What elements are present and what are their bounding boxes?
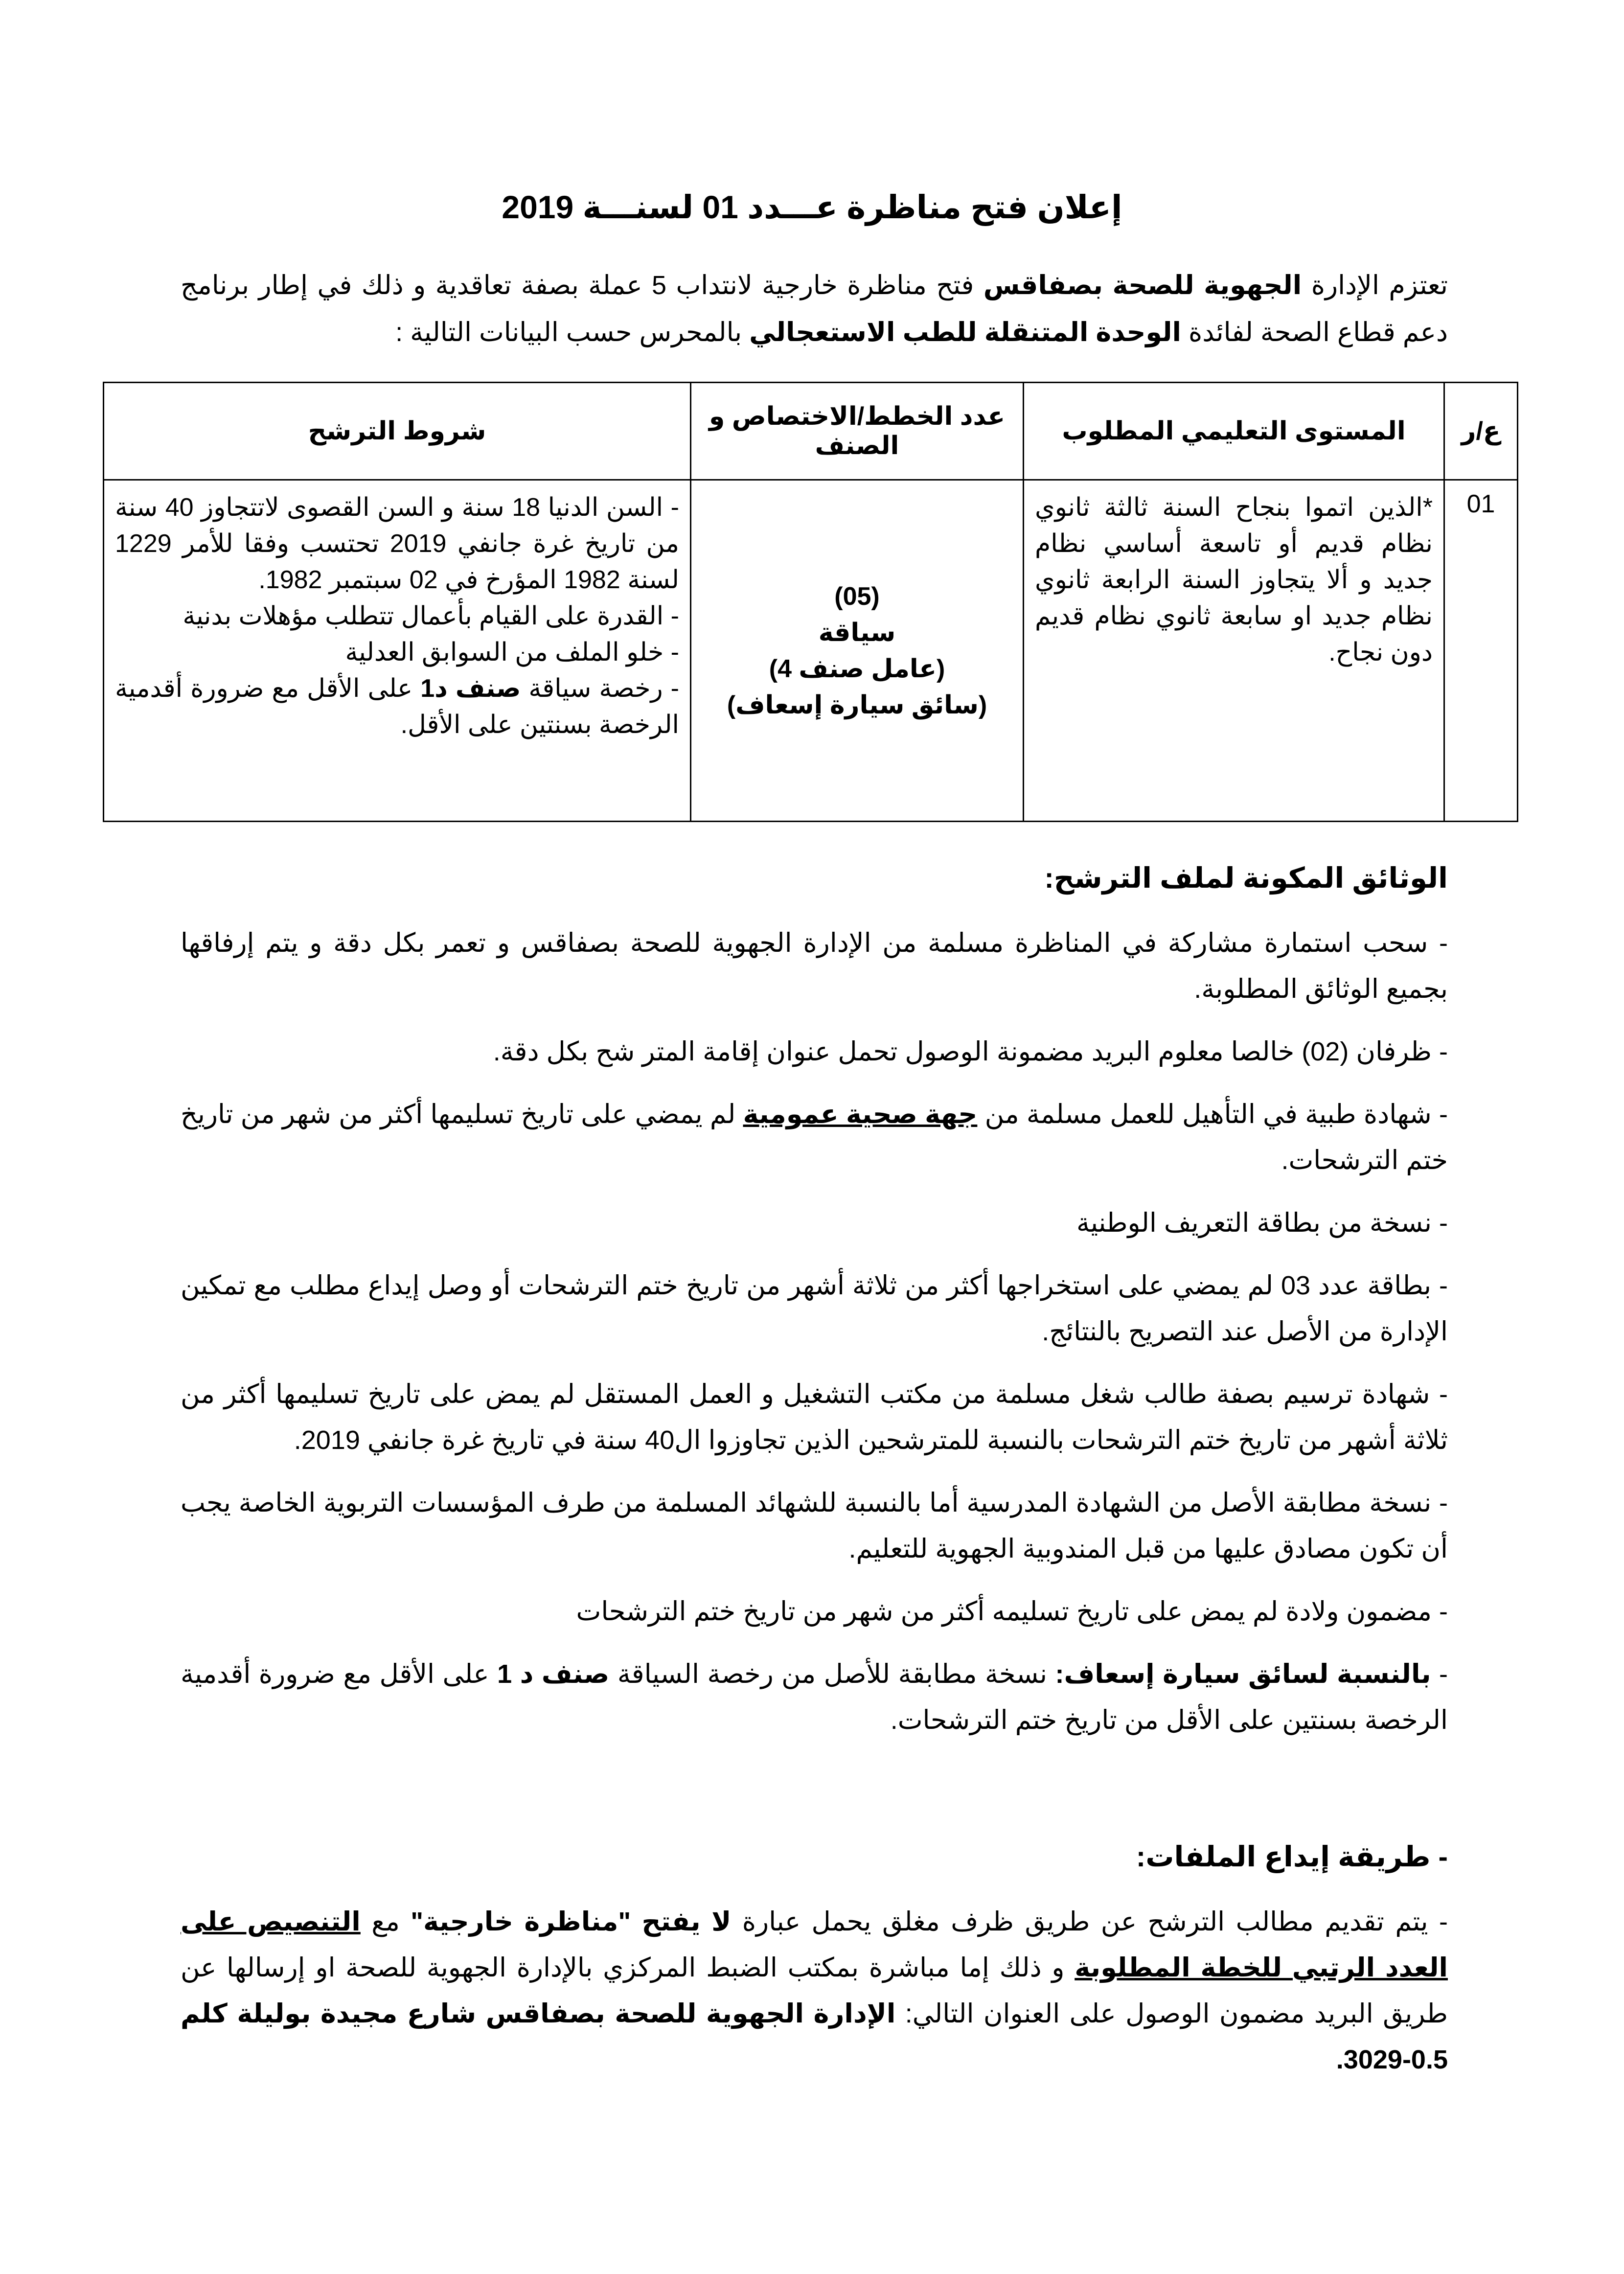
doc9-post: على الأقل مع ضرورة أقدمية الرخصة بسنتين على الأقل من تاريخ ختم الترشحات. [181, 1659, 1448, 1735]
list-item [181, 1091, 1448, 1183]
positions-table [103, 382, 1518, 822]
list-item [181, 1651, 1448, 1743]
doc3-emphasis: جهة صحية عمومية [743, 1100, 978, 1129]
deposit-part5: و ذلك إما مباشرة بمكتب الضبط المركزي بالإدارة الجهوية للصحة او إرسالها عن طريق البريد مضمون الوصول على العنوان التالي: [181, 1953, 1448, 2028]
list-item: - سحب استمارة مشاركة في المناظرة مسلمة من الإدارة الجهوية للصحة بصفاقس و تعمر بكل دقة و يتم إرفاقها بجميع الوثائق المطلوبة. [181, 928, 1448, 1004]
row-level: *الذين اتموا بنجاح السنة ثالثة ثانوي نظام قديم أو تاسعة أساسي نظام جديد و ألا يتجاوز السنة الرابعة ثانوي نظام جديد او سابعة ثانوي نظام قديم دون نجاح. [1024, 480, 1444, 822]
deposit-part3: مع [360, 1907, 411, 1936]
intro-paragraph [181, 262, 1448, 356]
deposit-phrase: لا يفتح "مناظرة خارجية" [411, 1907, 732, 1936]
header-num: ع/ر [1444, 383, 1518, 480]
intro-part1: تعتزم الإدارة [1302, 271, 1448, 300]
deposit-rank-note: التنصيص على العدد الرتبي للخطة المطلوبة [181, 1907, 1448, 1982]
doc3-post: لم يمضي على تاريخ تسليمها أكثر من شهر من تاريخ ختم الترشحات. [181, 1100, 1448, 1175]
documents-list [181, 920, 1448, 1760]
deposit-address: الإدارة الجهوية للصحة بصفاقس شارع مجيدة بوليلة كلم 0.5-3029. [181, 1999, 1448, 2074]
list-item: - بطاقة عدد 03 لم يمضي على استخراجها أكثر من ثلاثة أشهر من تاريخ ختم الترشحات أو وصل إيداع مطلب مع تمكين الإدارة من الأصل عند التصريح بالنتائج. [181, 1271, 1448, 1346]
doc9-mid: نسخة مطابقة للأصل من رخصة السياقة [609, 1659, 1055, 1689]
condition-license [115, 670, 679, 743]
list-item: - مضمون ولادة لم يمض على تاريخ تسليمه أكثر من شهر من تاريخ ختم الترشحات [576, 1597, 1448, 1626]
spec-role: (سائق سيارة إسعاف) [727, 690, 987, 719]
condition-record: - خلو الملف من السوابق العدلية [345, 638, 679, 666]
doc3-pre: - شهادة طبية في التأهيل للعمل مسلمة من [977, 1100, 1448, 1129]
list-item: - ظرفان (02) خالصا معلوم البريد مضمونة الوصول تحمل عنوان إقامة المتر شح بكل دقة. [493, 1037, 1448, 1066]
header-level: المستوى التعليمي المطلوب [1024, 383, 1444, 480]
spec-name: سياقة [818, 618, 896, 647]
table-header-row [104, 383, 1518, 480]
list-item: - شهادة ترسيم بصفة طالب شغل مسلمة من مكتب التشغيل و العمل المستقل لم يمض على تاريخ تسليمها أكثر من ثلاثة أشهر من تاريخ ختم الترشحات بالنسبة للمترشحين الذين تجاوزوا ال40 سنة في تاريخ غرة جانفي 2019. [181, 1379, 1448, 1455]
header-spec: عدد الخطط/الاختصاص و الصنف [691, 383, 1024, 480]
intro-org: الجهوية للصحة بصفاقس [983, 271, 1302, 300]
spec-count: (05) [834, 582, 880, 611]
license-class: صنف د1 [420, 674, 521, 703]
deposit-section-title: - طريقة إيداع الملفات: [1136, 1841, 1448, 1873]
list-item: - نسخة من بطاقة التعريف الوطنية [1076, 1208, 1448, 1238]
doc9-bold: بالنسبة لسائق سيارة إسعاف: [1055, 1659, 1431, 1689]
condition-age: - السن الدنيا 18 سنة و السن القصوى لاتتجاوز 40 سنة من تاريخ غرة جانفي 2019 تحتسب وفقا للأمر 1229 لسنة 1982 المؤرخ في 02 سبتمبر 1982. [115, 493, 679, 594]
intro-part2: فتح مناظرة خارجية لانتداب 5 عملة بصفة تعاقدية و ذلك في إطار برنامج دعم قطاع الصحة لفائدة [181, 271, 1448, 347]
header-conditions: شروط الترشح [104, 383, 691, 480]
row-spec [691, 480, 1024, 822]
intro-part3: بالمحرس حسب البيانات التالية : [395, 318, 750, 347]
row-num: 01 [1444, 480, 1518, 822]
license-pre: - رخصة سياقة [521, 674, 679, 703]
page-title: إعلان فتح مناظرة عـــدد 01 لسنـــة 2019 [502, 189, 1122, 225]
row-conditions [104, 480, 691, 822]
docs-section-title: الوثائق المكونة لملف الترشح: [1044, 862, 1448, 894]
deposit-paragraph [181, 1899, 1448, 2083]
condition-physical: - القدرة على القيام بأعمال تتطلب مؤهلات بدنية [183, 602, 679, 630]
spec-class: (عامل صنف 4) [769, 654, 945, 683]
deposit-part1: - يتم تقديم مطالب الترشح عن طريق ظرف مغلق يحمل عبارة [731, 1907, 1448, 1936]
license-post: على الأقل مع ضرورة أقدمية الرخصة بسنتين على الأقل. [115, 674, 679, 739]
intro-unit: الوحدة المتنقلة للطب الاستعجالي [749, 318, 1182, 347]
doc9-pre: - [1431, 1659, 1448, 1689]
table-row [104, 480, 1518, 822]
doc9-class: صنف د 1 [497, 1659, 610, 1689]
list-item: - نسخة مطابقة الأصل من الشهادة المدرسية أما بالنسبة للشهائد المسلمة من طرف المؤسسات التربوية الخاصة يجب أن تكون مصادق عليها من قبل المندوبية الجهوية للتعليم. [181, 1488, 1448, 1563]
